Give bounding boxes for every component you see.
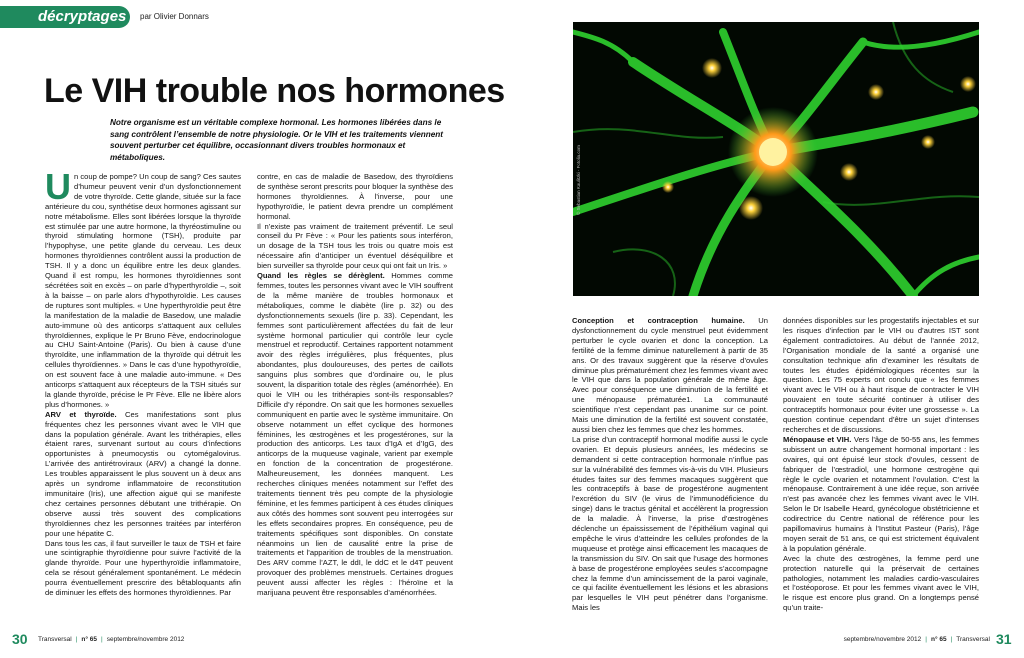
footer-left: Transversal | n° 65 | septembre/novembre 2012 [38,636,185,643]
page-number-right: 31 [996,631,1012,647]
neuron-photo [573,22,979,296]
paragraph: Conception et contraception humaine. Un dysfonctionnement du cycle menstruel peut évidemment perturber le cycle ovarien et donc la conception. La fertilité de la femme diminue naturellement à partir de 35 ans. Or des travaux suggèrent que la réserve d’ovules diminue plus prématurément chez les femmes vivant avec le VIH que dans la population générale de même âge. Avec pour conséquence une diminution de la fertilité et une ménopause prématurée1. La communauté scientifique n’est cependant pas unanime sur ce point. Mais une diminution de la fertilité est souvent constatée, aussi bien chez les femmes que chez les hommes. [572,316,768,434]
paragraph: Quand les règles se dérèglent. Hommes comme femmes, toutes les personnes vivant avec le VIH souffrent de la même manière de troubles hormonaux et métaboliques, comme le diabète (lire p. 32) ou des dysfonctionnements sexuels (lire p. 33). Cependant, les femmes sont particulièrement affectées du fait de leur système hormonal particulier qui contrôle leur cycle menstruel et reproductif. Certaines rapportent notamment avoir des règles irrégulières, plus fréquentes, plus abondantes, plus douloureuses, des pertes de caillots sanguins plus sombres que d’ordinaire ou, le plus souvent, la disparition totale des règles (aménorrhée). En quoi le VIH ou les trithérapies sont-ils responsables? Difficile d’y répondre. On sait que les hormones sexuelles communiquent en partie avec le système immunitaire. On observe notamment un effet cyclique des hormones féminines, les œstrogènes et les progestérones, sur la production des anticorps. Les taux d’IgA et d’IgG, des anticorps de la muqueuse vaginale, varient par exemple en fonction de la concentration de progestérone. Malheureusement, les données manquent. Les recherches cliniques menées notamment sur l’effet des traitements tiennent très peu compte de la physiologie féminine, et les femmes participent à ces études cliniques aux côtés des hommes sont souvent peu interrogées sur les effets secondaires propres. En conséquence, peu de traitements spécifiques sont disponibles. On constate néanmoins un lien de causalité entre la prise de traitements et l’apparition de troubles de la menstruation. Des ARV comme l’AZT, le ddI, le ddC et le d4T peuvent provoquer des problèmes menstruels. Certaines drogues peuvent aussi affecter les règles : l’héroïne et la marijuana peuvent être responsables d’aménorrhées. [257,271,453,598]
paragraph: Avec la chute des œstrogènes, la femme perd une protection naturelle qui la préservait de certaines pathologies, notamment les maladies cardio-vasculaires et l’ostéoporose. Et pour les femmes vivant avec le VIH, le risque est encore plus grand. On a longtemps pensé qu’un traite- [783,553,979,613]
footer-date: septembre/novembre 2012 [106,636,185,643]
footer-magazine: Transversal [38,636,72,643]
subheading: Conception et contraception humaine. [572,316,745,325]
column-2 [257,172,453,624]
paragraph: contre, en cas de maladie de Basedow, des thyroïdiens de synthèse seront prescrits pour bloquer la synthèse des hormones thyroïdiennes. À l’inverse, pour une hypothyroïdie, le patient devra prendre un complément hormonal. [257,172,453,221]
neuron-illustration [573,22,979,296]
page-number-left: 30 [12,631,28,647]
drop-cap: U [45,172,71,207]
paragraph: La prise d’un contraceptif hormonal modifie aussi le cycle ovarien. Et depuis plusieurs années, les médecins se demandent si cette contraception hormonale n’influe pas sur la vulnérabilité des femmes vis-à-vis du VIH. Plusieurs études faites sur des femmes macaques suggèrent que les contraceptifs à base de progestérone augmentent l’excrétion du SIV (le virus de l’immunodéficience du singe) dans le tractus génital et accélèrent la progression de la maladie. À l’inverse, la prise d’œstrogènes déclenche un épaississement de l’épithélium vaginal qui empêche le virus d’atteindre les cellules profondes de la muqueuse et protège ainsi efficacement les macaques de la transmission du SIV. On sait que l’usage des hormones à base de progestérone employées seules s’accompagne chez la femme d’un amincissement de la paroi vaginale, ce qui facilite éventuellement les lésions et les abrasions par lesquelles le VIH peut pénétrer dans l’organisme. Mais les [572,434,768,613]
subheading: Ménopause et VIH. [783,434,852,444]
photo-credit: © Sebastian Kaulitzki - Fotolia.com [576,145,581,215]
paragraph: données disponibles sur les progestatifs injectables et sur les risques d’infection par le VIH ou d’autres IST sont également contradictoires. Au début de l’année 2012, l’Organisation mondiale de la santé a organisé une consultation technique afin d’examiner les résultats de toutes les études épidémiologiques récentes sur la question. Les 75 experts ont conclu que « les femmes vivant avec le VIH ou à haut risque de contracter le VIH pouvaient en toute sécurité continuer à utiliser des contraceptifs hormonaux pour éviter une grossesse ». La question continue cependant d’être un sujet d’intenses recherches et de discussions. [783,316,979,434]
paragraph: Ménopause et VIH. Vers l’âge de 50-55 ans, les femmes subissent un autre changement hormonal important : les ovaires, qui ont épuisé leur stock d’ovules, cessent de fabriquer de l’œstradiol, une hormone œstrogène qui règle le cycle ovarien et notamment l’ovulation. C’est la ménopause. Contrairement à une idée reçue, son arrivée n’est pas avancée chez les femmes vivant avec le VIH. Selon le Dr Isabelle Heard, gynécologue obstétricienne et codirectrice du Centre national de référence pour les papillomavirus humains à l’Institut Pasteur (Paris), l’âge moyen serait de 51 ans, ce qui est strictement équivalent à la population générale. [783,434,979,553]
column-4 [783,316,979,624]
column-1 [45,172,241,624]
footer-issue: n° 65 [81,636,98,643]
subheading: ARV et thyroïde. [45,409,117,419]
column-3 [572,316,768,624]
paragraph: ARV et thyroïde. Ces manifestations sont plus fréquentes chez les personnes vivant avec le VIH que dans la population générale. Avant les trithérapies, elles étaient rares, survenant surtout au cours d’infections opportunistes à pneumocystis ou cytomégalovirus. L’arrivée des antirétroviraux (ARV) a changé la donne. Les troubles apparaissent le plus souvent un à deux ans après un syndrome inflammatoire de reconstitution immunitaire (Iris), une affection aiguë qui se manifeste chez certaines personnes débutant une trithérapie. On observe aussi très souvent des complications thyroïdiennes chez les personnes traitées par interféron pour une hépatite C. [45,409,241,538]
footer-date: septembre/novembre 2012 [843,636,922,643]
footer-right: septembre/novembre 2012 | n° 65 | Transversal [843,636,990,643]
footer-magazine: Transversal [956,636,990,643]
subheading: Quand les règles se dérèglent. [257,271,385,281]
byline: par Olivier Donnars [140,12,209,21]
article-lead: Notre organisme est un véritable complexe hormonal. Les hormones libérées dans le sang contrôlent l’ensemble de notre physiologie. Or le VIH et les traitements viennent souvent perturber cet équilibre, occasionnant divers troubles hormonaux et métaboliques. [110,118,444,162]
section-tag: décryptages [0,6,130,28]
paragraph: Dans tous les cas, il faut surveiller le taux de TSH et faire une scintigraphie thyroïdienne pour suivre l’activité de la glande thyroïde. Pour une hyperthyroïdie inflammatoire, cela se résout généralement spontanément. Le médecin pourra éventuellement prescrire des bêtabloquants afin de diminuer les effets des hormones thyroïdiennes. Par [45,538,241,598]
footer-issue: n° 65 [930,636,947,643]
article-title: Le VIH trouble nos hormones [44,72,505,110]
paragraph: n coup de pompe? Un coup de sang? Ces sautes d’humeur peuvent venir d’un dysfonctionnement de votre thyroïde. Cette glande, située sur la face antérieure du cou, synthétise deux hormones agissant sur notre métabolisme. Elles sont libérées lorsque la thyroïde est stimulée par une autre hormone, la thyréostimuline ou thyroid stimulating hormone (TSH), produite par l’hypophyse, une petite glande du cerveau. Les deux hormones thyroïdiennes contrôlent aussi la production de TSH. Il y a donc un équilibre entre les deux glandes. Quand il est rompu, les hormones thyroïdiennes sont sécrétées soit en excès – on parle d’hyperthyroïdie –, soit à la baisse – on parle alors d’hypothyroïdie. Les causes de ruptures sont multiples. « Une hyperthyroïdie peut être la manifestation de la maladie de Basedow, une maladie auto-immune où des anticorps s’attaquent aux cellules thyroïdiennes, explique le Pr Bruno Fève, endocrinologue au CHU Saint-Antoine (Paris). Ou bien à cause d’une thyroïdite, une inflammation de la thyroïde qui détruit les cellules thyroïdiennes. » Dans le cas d’une hypothyroïdie, on est souvent face à une maladie auto-immune. « Des anticorps s’attaquent aux récepteurs de la TSH situés sur la glande thyroïde, précise le Pr Fève. Elle ne libère alors plus d’hormones. » [45,172,241,409]
paragraph: Il n’existe pas vraiment de traitement préventif. Le seul conseil du Pr Fève : « Pour les patients sous interféron, un dosage de la TSH tous les trois ou quatre mois est nécessaire afin d’anticiper un éventuel déséquilibre et bien surveiller sa thyroïde pour ceux qui ont fait un Iris. » [257,221,453,271]
